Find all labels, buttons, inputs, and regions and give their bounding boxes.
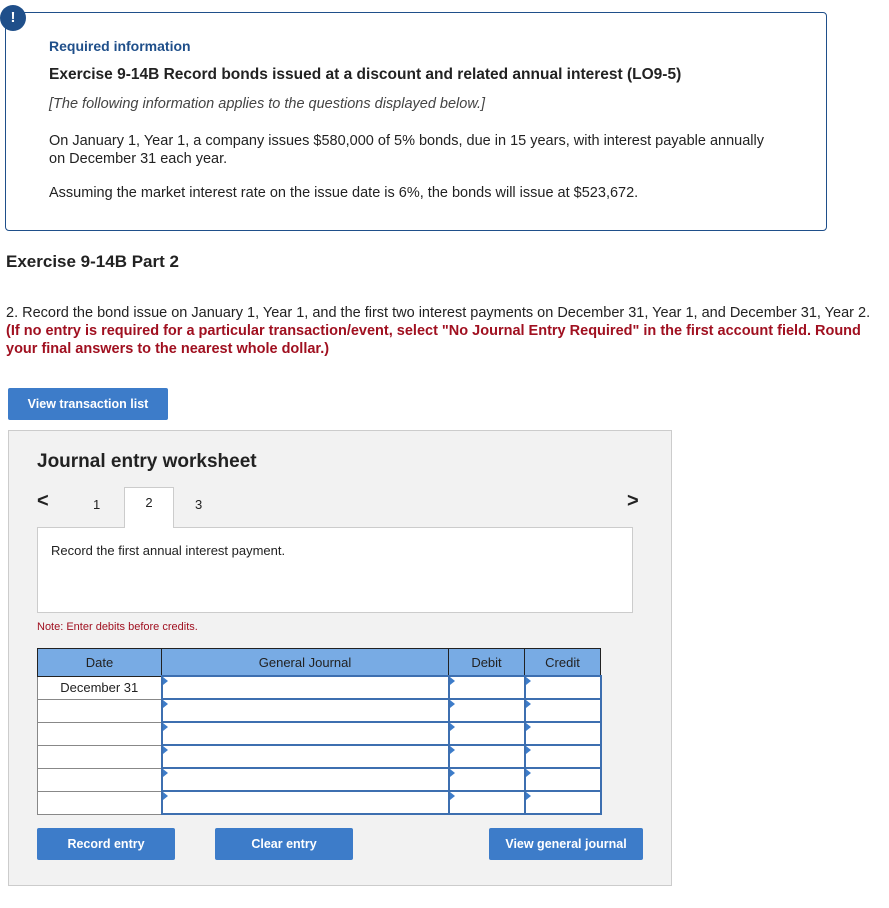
- required-info-label: Required information: [49, 38, 191, 54]
- tab-1[interactable]: 1: [93, 497, 101, 512]
- journal-table: [37, 648, 602, 815]
- table-row: [38, 676, 601, 699]
- view-general-journal-button[interactable]: View general journal: [489, 828, 643, 860]
- info-para-2: Assuming the market interest rate on the issue date is 6%, the bonds will issue at $523,672.: [49, 185, 639, 201]
- table-row: [38, 722, 601, 745]
- view-transaction-list-button[interactable]: View transaction list: [8, 388, 168, 420]
- credit-input[interactable]: [525, 768, 601, 791]
- prompt-text: Record the first annual interest payment.: [51, 543, 286, 558]
- tab-3[interactable]: 3: [195, 497, 203, 512]
- clear-entry-button[interactable]: Clear entry: [215, 828, 353, 860]
- record-entry-button[interactable]: Record entry: [37, 828, 175, 860]
- credit-input[interactable]: [525, 699, 601, 722]
- account-input[interactable]: [162, 768, 449, 791]
- info-note: [The following information applies to the questions displayed below.]: [49, 96, 486, 112]
- date-cell: December 31: [38, 676, 162, 699]
- tab-2-active[interactable]: 2: [124, 487, 174, 528]
- header-general-journal: General Journal: [162, 649, 449, 677]
- account-input[interactable]: [162, 699, 449, 722]
- header-debit: Debit: [449, 649, 525, 677]
- table-row: [38, 745, 601, 768]
- debit-input[interactable]: [449, 745, 525, 768]
- credit-input[interactable]: [525, 676, 601, 699]
- account-input[interactable]: [162, 722, 449, 745]
- prev-arrow-icon[interactable]: <: [37, 490, 49, 512]
- question-instructions: (If no entry is required for a particular transaction/event, select "No Journal Entry Required" in the first account field. Round your final answers to the nearest whole dollar.): [6, 323, 861, 357]
- date-cell: [38, 791, 162, 814]
- part-title: Exercise 9-14B Part 2: [6, 252, 179, 271]
- exercise-title: Exercise 9-14B Record bonds issued at a discount and related annual interest (LO9-5): [49, 66, 682, 83]
- worksheet-title: Journal entry worksheet: [37, 451, 257, 472]
- header-date: Date: [38, 649, 162, 677]
- info-para-1: On January 1, Year 1, a company issues $580,000 of 5% bonds, due in 15 years, with interest payable annually on December 31 each year.: [49, 133, 764, 167]
- date-cell: [38, 768, 162, 791]
- credit-input[interactable]: [525, 722, 601, 745]
- table-row: [38, 699, 601, 722]
- credit-input[interactable]: [525, 791, 601, 814]
- account-input[interactable]: [162, 745, 449, 768]
- next-arrow-icon[interactable]: >: [627, 490, 639, 512]
- account-input[interactable]: [162, 676, 449, 699]
- table-row: [38, 768, 601, 791]
- credit-input[interactable]: [525, 745, 601, 768]
- table-row: [38, 791, 601, 814]
- question-main: 2. Record the bond issue on January 1, Year 1, and the first two interest payments on December 31, Year 1, and December 31, Year 2.: [6, 305, 871, 321]
- date-cell: [38, 722, 162, 745]
- alert-icon: !: [0, 5, 26, 31]
- required-info-panel: [5, 12, 827, 231]
- header-credit: Credit: [525, 649, 601, 677]
- debit-input[interactable]: [449, 699, 525, 722]
- debit-note: Note: Enter debits before credits.: [37, 621, 198, 633]
- account-input[interactable]: [162, 791, 449, 814]
- question-text: [6, 304, 876, 358]
- debit-input[interactable]: [449, 791, 525, 814]
- date-cell: [38, 699, 162, 722]
- debit-input[interactable]: [449, 722, 525, 745]
- entry-prompt: [37, 527, 633, 613]
- debit-input[interactable]: [449, 676, 525, 699]
- debit-input[interactable]: [449, 768, 525, 791]
- date-cell: [38, 745, 162, 768]
